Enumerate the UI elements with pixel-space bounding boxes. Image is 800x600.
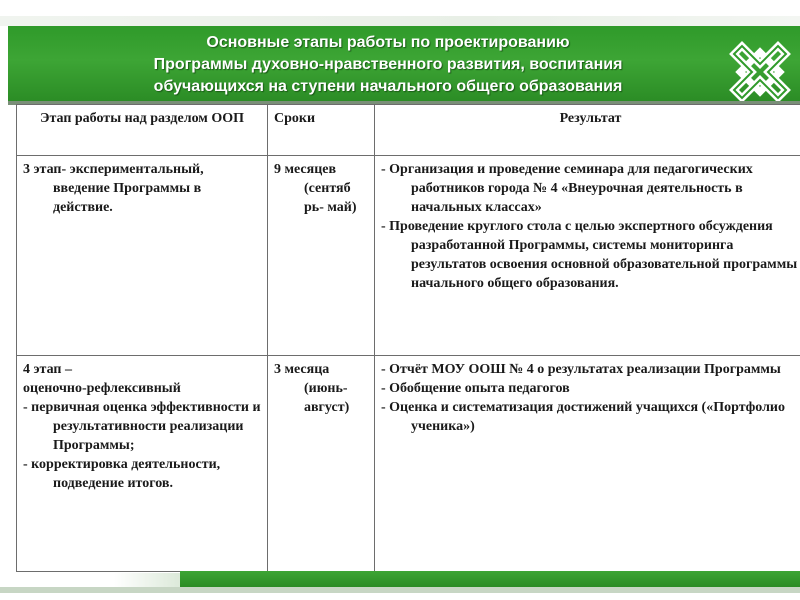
celtic-knot-icon — [724, 36, 796, 108]
term-duration: 9 месяцев — [274, 162, 337, 177]
column-header-stage: Этап работы над разделом ООП — [17, 105, 268, 156]
result-item: - Организация и проведение семинара для педагогических работников города № 4 «Внеурочная деятельность в начальных классах» — [381, 162, 753, 215]
slide-header — [8, 26, 800, 102]
title-line-2: Программы духовно-нравственного развития, воспитания — [153, 56, 623, 73]
footer-strip — [0, 587, 800, 593]
header-top-strip — [0, 16, 800, 26]
title-line-1: Основные этапы работы по проектированию — [206, 34, 570, 51]
column-header-term: Сроки — [268, 105, 375, 156]
result-cell — [375, 356, 800, 572]
result-item: - Обобщение опыта педагогов — [381, 381, 570, 396]
result-cell — [375, 156, 800, 356]
stages-table — [16, 104, 800, 572]
table-row — [17, 156, 800, 356]
column-header-result: Результат — [375, 105, 800, 156]
stage-cell — [17, 356, 268, 572]
slide-title — [68, 32, 708, 98]
footer-bar — [180, 571, 800, 587]
term-cell — [268, 156, 375, 356]
stage-text: 3 этап- экспериментальный, введение Программы в действие. — [23, 162, 204, 215]
table-row — [17, 356, 800, 572]
term-months: (июнь- август) — [304, 381, 350, 415]
stage-subtitle: оценочно-рефлексивный — [23, 381, 181, 396]
result-item: - Отчёт МОУ ООШ № 4 о результатах реализации Программы — [381, 362, 781, 377]
footer-fade — [0, 573, 190, 587]
stage-cell — [17, 156, 268, 356]
result-item: - Оценка и систематизация достижений учащихся («Портфолио ученика») — [381, 400, 785, 434]
stage-item: - корректировка деятельности, подведение итогов. — [23, 457, 221, 491]
term-cell — [268, 356, 375, 572]
result-item: - Проведение круглого стола с целью экспертного обсуждения разработанной Программы, системы мониторинга результатов освоения основной образовательной программы начального общего образования. — [381, 219, 798, 291]
title-line-3: обучающихся на ступени начального общего образования — [153, 78, 623, 95]
term-months: (сентяб рь- май) — [304, 181, 357, 215]
stage-item: - первичная оценка эффективности и результативности реализации Программы; — [23, 400, 261, 453]
table-header-row — [17, 105, 800, 156]
stage-title: 4 этап – — [23, 362, 72, 377]
term-duration: 3 месяца — [274, 362, 330, 377]
